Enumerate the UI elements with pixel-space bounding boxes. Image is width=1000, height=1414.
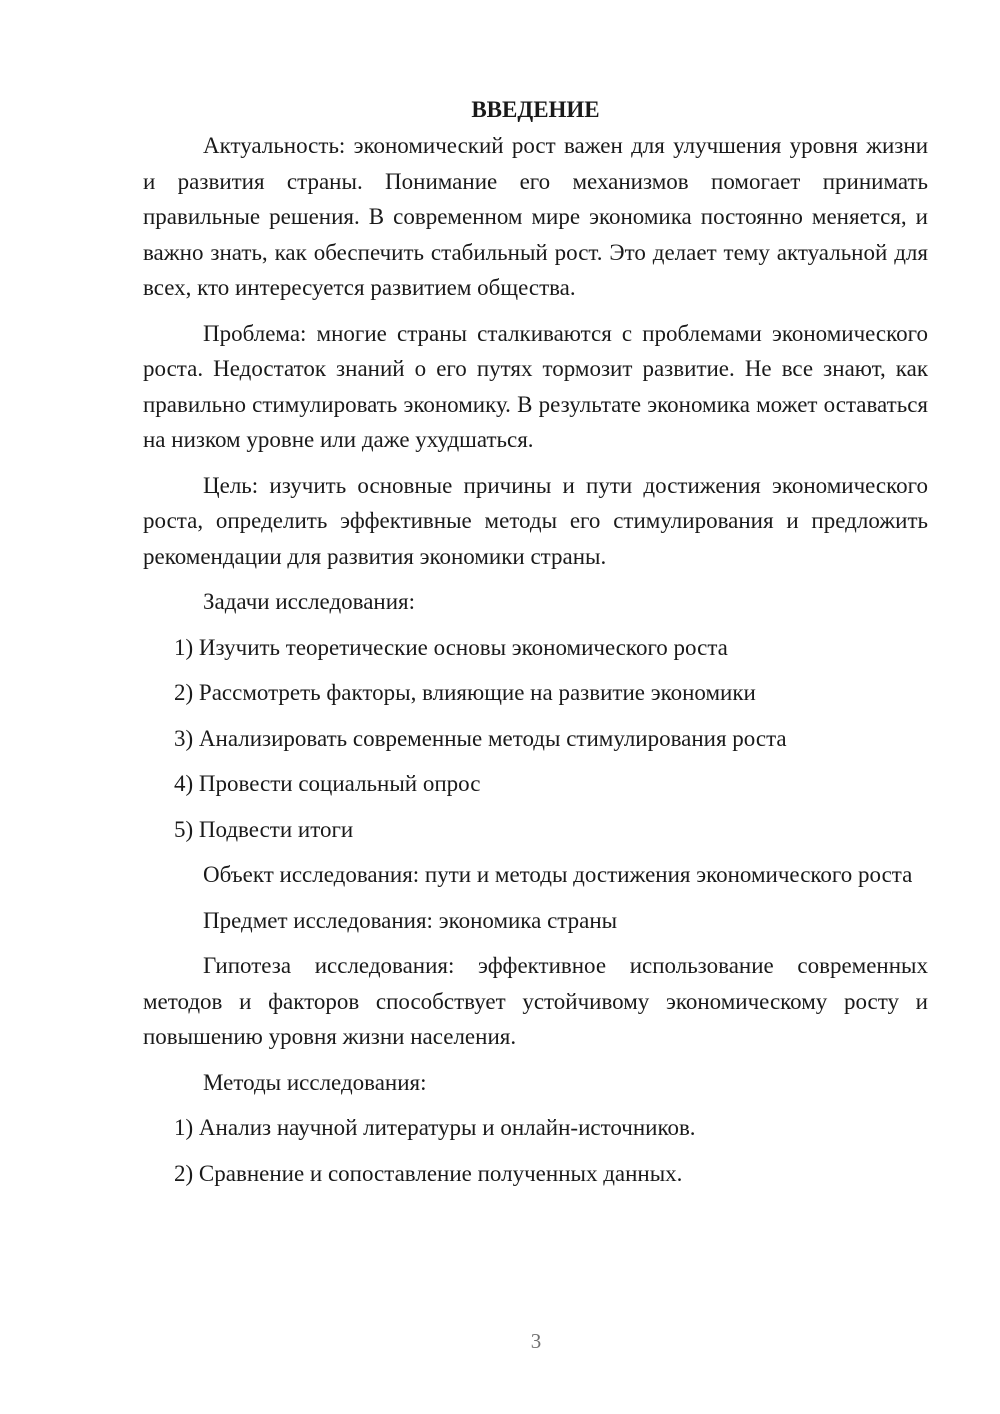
task-item: 3) Анализировать современные методы стимулирования роста bbox=[174, 725, 787, 751]
page-number: 3 bbox=[530, 1329, 542, 1353]
methods-heading: Методы исследования: bbox=[203, 1069, 427, 1095]
task-item: 5) Подвести итоги bbox=[174, 816, 354, 842]
subject-paragraph: Предмет исследования: экономика страны bbox=[203, 907, 618, 933]
tasks-heading: Задачи исследования: bbox=[203, 589, 416, 614]
goal-paragraph: Цель: изучить основные причины и пути достижения экономического роста, определить эффективные методы его стимулирования и предложить рекомендации для развития экономики страны. bbox=[143, 472, 928, 569]
methods-list bbox=[143, 1110, 928, 1191]
method-item: 2) Сравнение и сопоставление полученных данных. bbox=[174, 1160, 683, 1186]
task-item: 2) Рассмотреть факторы, влияющие на развитие экономики bbox=[174, 680, 756, 705]
object-paragraph: Объект исследования: пути и методы достижения экономического роста bbox=[203, 862, 913, 887]
hypothesis-paragraph: Гипотеза исследования: эффективное использование современных методов и факторов способствует устойчивому экономическому росту и повышению уровня жизни населения. bbox=[143, 953, 928, 1049]
page-title: ВВЕДЕНИЕ bbox=[471, 97, 600, 122]
page-content bbox=[143, 92, 928, 1201]
tasks-list bbox=[143, 630, 928, 848]
problem-paragraph: Проблема: многие страны сталкиваются с проблемами экономического роста. Недостаток знаний о его путях тормозит развитие. Не все знают, как правильно стимулировать экономику. В результате экономика может оставаться на низком уровне или даже ухудшаться. bbox=[143, 320, 928, 452]
task-item: 1) Изучить теоретические основы экономического роста bbox=[174, 634, 728, 660]
method-item: 1) Анализ научной литературы и онлайн-источников. bbox=[174, 1115, 696, 1140]
relevance-paragraph: Актуальность: экономический рост важен для улучшения уровня жизни и развития страны. Понимание его механизмов помогает принимать правильные решения. В современном мире экономика постоянно меняется, и важно знать, как обеспечить стабильный рост. Это делает тему актуальной для всех, кто интересуется развитием общества. bbox=[143, 133, 928, 300]
task-item: 4) Провести социальный опрос bbox=[174, 771, 481, 796]
